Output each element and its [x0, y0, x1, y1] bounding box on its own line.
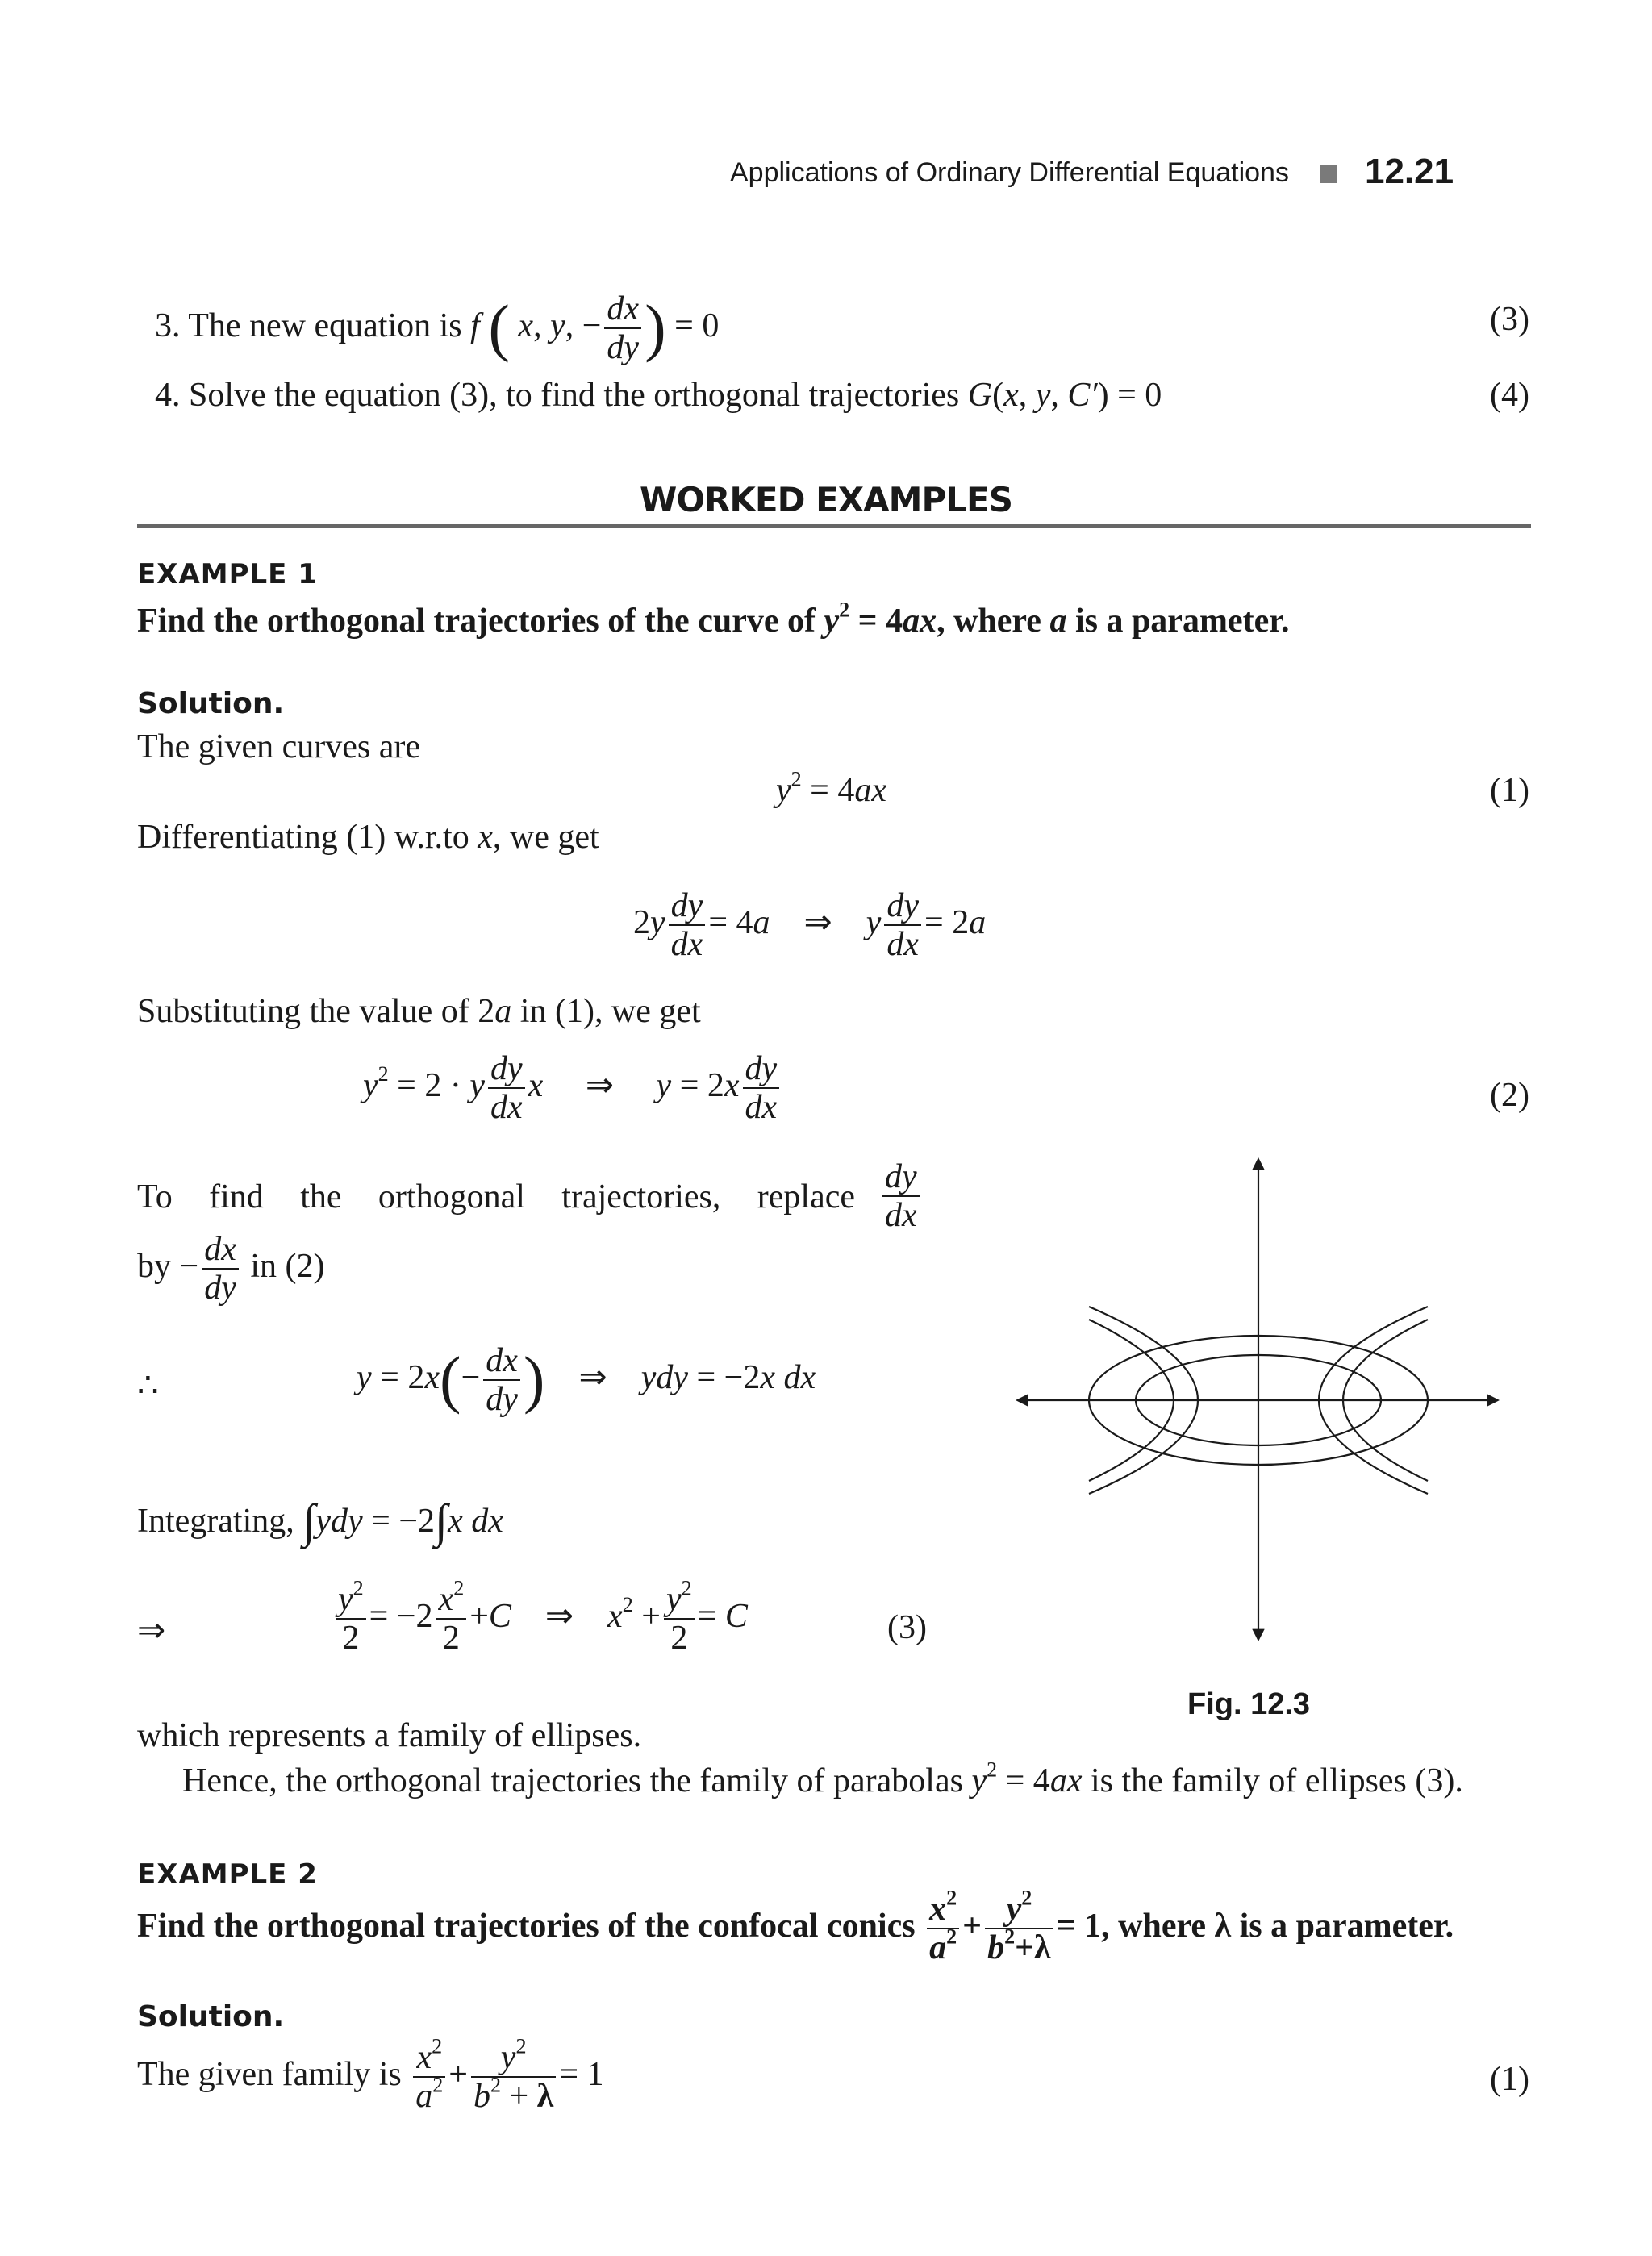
step-4-equation: G(x, y, C′): [967, 377, 1109, 414]
replace-text: To find the orthogonal trajectories, replace: [137, 1178, 855, 1216]
equation-2: $y^2 = 2 \cdot y$ $\frac{dy}{dx}$ x ⇒ y = 2x $\frac{dy}{dx}$: [363, 1050, 782, 1126]
replace-dydx: $\frac{dy}{dx}$: [879, 1158, 923, 1234]
step-4: [155, 376, 1162, 415]
equation-2-eqno: (2): [1490, 1077, 1529, 1114]
example-2-prompt: Find the orthogonal trajectories of the confocal conics $\frac{x^2}{a^2}$ + $\frac{y^2}{b^2+\lambda}$ = 1, where λ is a parameter.: [137, 1886, 1454, 1967]
substituting-text: Substituting the value of 2a in (1), we get: [137, 993, 701, 1030]
differentiating-text: Differentiating (1) w.r.to x, we get: [137, 819, 599, 856]
equation-3: $\frac{y^2}{2}$ = −2 $\frac{x^2}{2}$ +C ⇒ $x^2$ + $\frac{y^2}{2}$ = C: [332, 1581, 748, 1657]
step-4-tail: = 0: [1117, 377, 1162, 414]
page-number: 12.21: [1364, 152, 1454, 191]
equation-3-eqno: (3): [887, 1609, 927, 1646]
example-1-prompt: Find the orthogonal trajectories of the curve of $y^2 = 4ax$, where a is a parameter.: [137, 598, 1290, 640]
replace-by-line: by − $\frac{dx}{dy}$ in (2): [137, 1231, 325, 1307]
step-3-equation: f ( x, y, − $\frac{dx}{dy}$ ) = 0: [470, 290, 720, 367]
step-3-eqno: (3): [1490, 301, 1529, 338]
step-4-text: 4. Solve the equation (3), to find the orthogonal trajectories: [155, 377, 960, 414]
integrating-line: Integrating, ∫ydy = −2∫x dx: [137, 1495, 503, 1547]
equation-1-eqno: (1): [1490, 772, 1529, 809]
example-2-label: EXAMPLE 2: [137, 1858, 318, 1891]
example-2-eqno: (1): [1490, 2061, 1529, 2098]
example-1-label: EXAMPLE 1: [137, 558, 318, 590]
step-4-eqno: (4): [1490, 377, 1529, 414]
section-heading: WORKED EXAMPLES: [640, 480, 1012, 519]
step-3-text: 3. The new equation is: [155, 306, 462, 344]
figure-caption: Fig. 12.3: [1187, 1687, 1311, 1721]
example-2-solution-label: Solution.: [137, 2000, 285, 2033]
example-1-solution-label: Solution.: [137, 687, 285, 720]
running-header: [730, 152, 1454, 192]
hence-text: Hence, the orthogonal trajectories the family of parabolas $y^2 = 4ax$ is the family of ellipses (3).: [182, 1758, 1463, 1799]
substituted-equation: y = 2x(− $\frac{dx}{dy}$ ) ⇒ ydy = −2x dx: [357, 1342, 816, 1419]
equation-1: $y^2 = 4ax$: [776, 767, 887, 809]
given-curves-text: The given curves are: [137, 728, 420, 765]
example-2-given: The given family is $\frac{x^2}{a^2}$ + $\frac{y^2}{b^2 + \lambda}$ = 1: [137, 2034, 604, 2116]
section-rule: [137, 524, 1531, 528]
derivative-equation: 2y $\frac{dy}{dx}$ = 4a ⇒ y $\frac{dy}{dx}$ = 2a: [633, 887, 987, 964]
figure-12-3: [1008, 1153, 1508, 1678]
step-3: [155, 290, 719, 366]
square-bullet-icon: [1320, 165, 1337, 183]
therefore-symbol: ∴: [137, 1367, 159, 1404]
implies-symbol: ⇒: [137, 1612, 166, 1649]
ellipses-text: which represents a family of ellipses.: [137, 1717, 642, 1754]
running-title: Applications of Ordinary Differential Equations: [730, 157, 1289, 188]
